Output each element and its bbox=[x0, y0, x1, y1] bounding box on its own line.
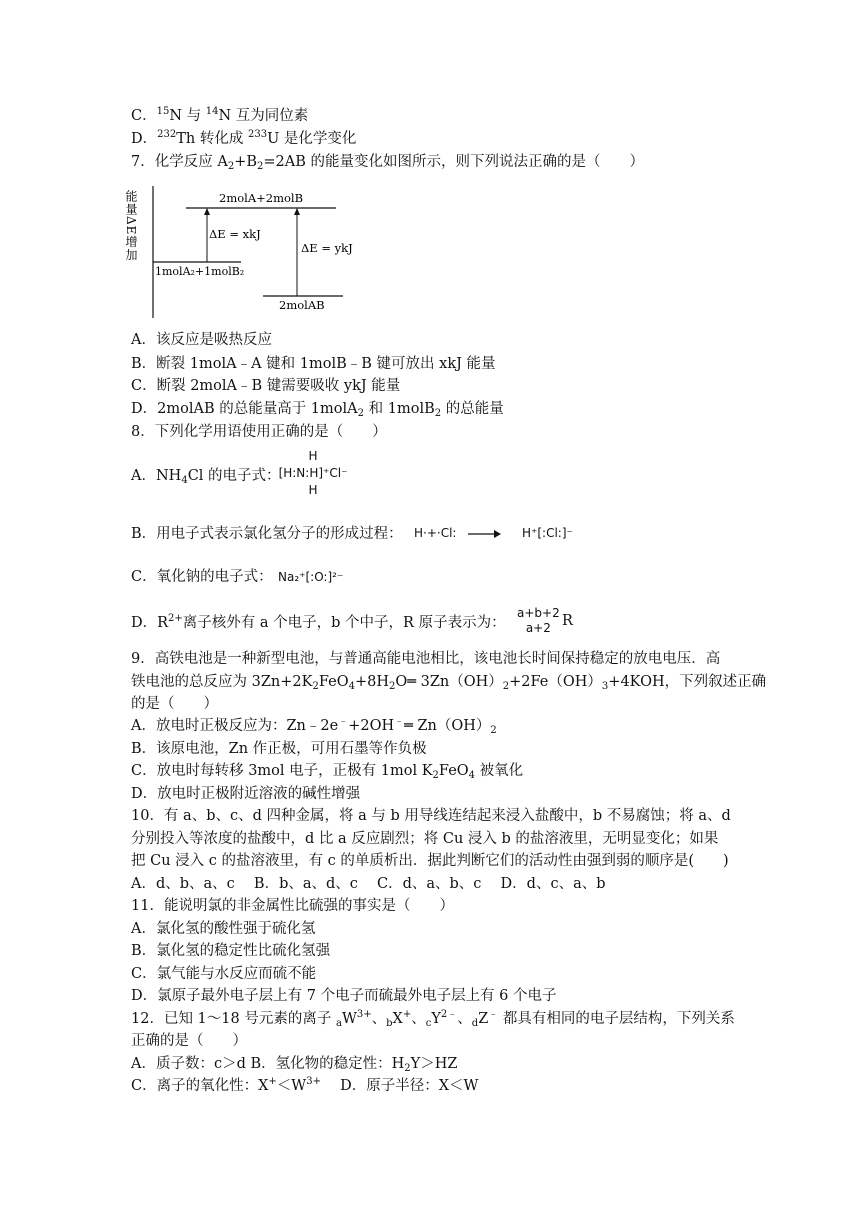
delta-x-label: ΔE = xkJ bbox=[209, 227, 261, 241]
left-level-label: 1molA₂+1molB₂ bbox=[155, 265, 245, 278]
q11-option-b: B．氯化氢的稳定性比硫化氢强 bbox=[131, 943, 331, 959]
q8-option-b: B．用电子式表示氯化氢分子的形成过程： bbox=[131, 526, 403, 542]
q7-option-c: C．断裂 2molA﹣B 键需要吸收 ykJ 能量 bbox=[131, 378, 401, 394]
q7-option-d: D．2molAB 的总能量高于 1molA$_2$ 和 1molB$_2$ 的总能量 bbox=[131, 401, 504, 419]
q6-option-c: C．$^{15}$N 与 $^{14}$N 互为同位素 bbox=[131, 106, 309, 124]
q10-line2: 分别投入等浓度的盐酸中，d 比 a 反应剧烈；将 Cu 浸入 b 的盐溶液里，无明显变化；如果 bbox=[131, 831, 719, 847]
q9-option-c: C．放电时每转移 3mol 电子，正极有 1mol $K_2FeO_4$ 被氧化 bbox=[131, 763, 524, 781]
q6-option-d: D．$^{232}$Th 转化成 $^{233}$U 是化学变化 bbox=[131, 129, 357, 147]
r-symbol: R bbox=[562, 613, 573, 629]
q11-option-d: D．氯原子最外电子层上有 7 个电子而硫最外电子层上有 6 个电子 bbox=[131, 988, 557, 1004]
q10-line3: 把 Cu 浸入 c 的盐溶液里，有 c 的单质析出．据此判断它们的活动性由强到弱的顺序是( ) bbox=[131, 853, 729, 869]
top-level-label: 2molA+2molB bbox=[219, 191, 304, 205]
q12-line2: 正确的是（ ） bbox=[131, 1033, 247, 1049]
q8-stem: 8．下列化学用语使用正确的是（ ） bbox=[131, 424, 387, 440]
q11-option-a: A．氯化氢的酸性强于硫化氢 bbox=[131, 921, 316, 937]
energy-diagram bbox=[124, 178, 353, 320]
q10-options: A．d、b、a、c B．b、a、d、c C．d、a、b、c D．d、c、a、b bbox=[131, 876, 606, 892]
q9-line2: 铁电池的总反应为 $3Zn+2K_2FeO_4+8H_2O═$ $3Zn(OH)_2+2Fe(OH)_3+4KOH$，下列叙述正确 bbox=[131, 674, 767, 692]
q12-line1: 12．已知 1～18 号元素的离子 $_aW^{3+}$、$_b$X+、$_cY^{2﹣}$、$_d$Z﹣ 都具有相同的电子层结构，下列关系 bbox=[131, 1009, 735, 1029]
reaction-arrow-icon bbox=[468, 528, 502, 540]
q9-option-a: A．放电时正极反应为：Zn﹣2e﹣+2OH﹣═ $Zn(OH)_2$ bbox=[131, 716, 497, 736]
q8-option-a: A．$NH_4Cl$ 的电子式： bbox=[131, 468, 281, 486]
energy-axis-label: 能量ΔE增加 bbox=[124, 190, 138, 262]
q10-line1: 10．有 a、b、c、d 四种金属，将 a 与 b 用导线连结起来浸入盐酸中，b 不易腐蚀；将 a、d bbox=[131, 808, 731, 824]
bottom-level-label: 2molAB bbox=[279, 298, 325, 312]
hcl-right-formula: H⁺[:Cl:]⁻ bbox=[522, 526, 573, 540]
q9-option-d: D．放电时正极附近溶液的碱性增强 bbox=[131, 786, 361, 802]
delta-y-label: ΔE = ykJ bbox=[301, 241, 353, 255]
q11-option-c: C．氯气能与水反应而硫不能 bbox=[131, 966, 317, 982]
q7-option-b: B．断裂 1molA﹣A 键和 1molB﹣B 键可放出 xkJ 能量 bbox=[131, 356, 496, 372]
r-nuclide-notation: a+b+2 a+2 bbox=[517, 606, 560, 635]
na2o-electron-formula: Na₂⁺[:O:]²⁻ bbox=[278, 570, 344, 584]
nh4cl-electron-formula: H [H:N:H]⁺Cl⁻ H bbox=[278, 449, 348, 497]
q12-options-ab: A．质子数：c＞d B．氢化物的稳定性：$H_2Y>HZ$ bbox=[131, 1056, 458, 1074]
q9-line3: 的是（ ） bbox=[131, 696, 218, 712]
q9-line1: 9．高铁电池是一种新型电池，与普通高能电池相比，该电池长时间保持稳定的放电电压．高 bbox=[131, 651, 721, 667]
q8-option-d: D．$R^{2+}$离子核外有 a 个电子，b 个中子，R 原子表示为： bbox=[131, 613, 506, 631]
q11-stem: 11．能说明氯的非金属性比硫强的事实是（ ） bbox=[131, 898, 454, 914]
q8-option-c: C．氧化钠的电子式： bbox=[131, 569, 273, 585]
hcl-left-formula: H·+·Cl: bbox=[414, 526, 457, 540]
q7-option-a: A．该反应是吸热反应 bbox=[131, 332, 272, 348]
q7-stem: 7．化学反应 $A_2+B_2=2AB$ 的能量变化如图所示，则下列说法正确的是（ ） bbox=[131, 154, 644, 172]
q12-options-cd: C．离子的氧化性：$X^+<W^{3+}$ D．原子半径：X＜W bbox=[131, 1076, 479, 1094]
q9-option-b: B．该原电池，Zn 作正极，可用石墨等作负极 bbox=[131, 741, 427, 757]
